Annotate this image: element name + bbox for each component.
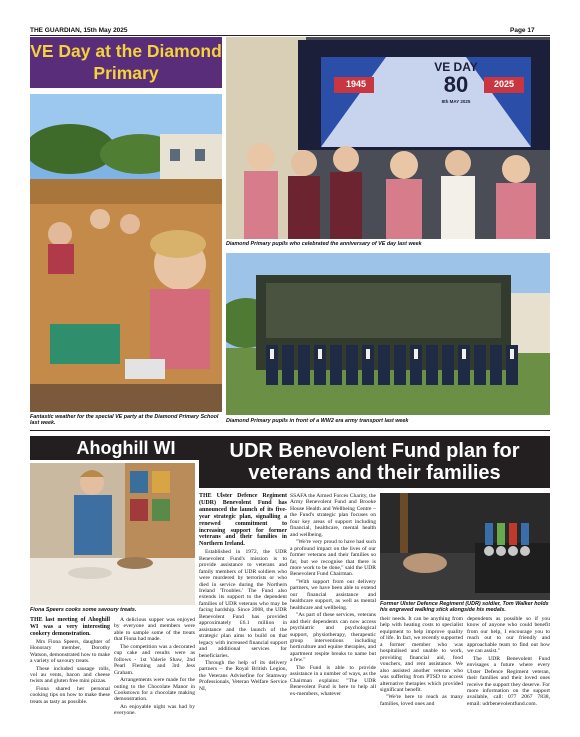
army-truck-caption: Diamond Primary pupils in front of a WW2 era army transport last week (226, 418, 409, 424)
udr-paragraph: "We're here to reach as many families, loved ones and (380, 694, 463, 707)
wi-lead: THE last meeting of Ahoghill WI was a very interesting cookery demonstration. (30, 617, 110, 637)
wi-paragraph: Mrs Fiona Speers, daughter of Honorary member, Dorothy Watson, demonstrated how to make a variety of savoury treats. (30, 638, 110, 665)
udr-lead: THE Ulster Defence Regiment (UDR) Benevolent Fund has announced the launch of its five-year strategic plan, signalling a renewed commitment to increasing support for former veterans and their families in Northern Ireland. (199, 493, 287, 548)
udr-column-3 (380, 616, 463, 708)
army-truck-photo (226, 253, 550, 415)
udr-column-4 (467, 616, 550, 708)
udr-paragraph: Through the help of its delivery partners – the Royal British Legion, the Veterans Advisefine for Stamway Professionals, Veteran Welfare Service NI, (199, 659, 287, 692)
udr-paragraph: The UDR Benevolent Fund envisages a future where every Ulster Defence Regiment veteran, their families and their loved ones receive the support they deserve. For more information on the support available, call: 077 2067 7838, email: udrbenevolentfund.com. (467, 655, 550, 707)
udr-column-1 (199, 493, 287, 693)
ve-screen-number: 80 (443, 72, 469, 97)
cookery-photo (30, 463, 195, 605)
ve-pupils-caption: Diamond Primary pupils who celebrated the anniversary of VE day last week (226, 241, 422, 247)
wi-paragraph: The competition was a decorated cup cake and results were as follows - 1st Valerie Shaw, 2nd Pearl Fleming and 3rd Jess Graham. (114, 643, 195, 676)
wi-paragraph: These included sausage rolls, vol au vents, bacon and cheese twists and gluten free mini pizzas. (30, 665, 110, 685)
header-rule (30, 35, 550, 36)
udr-paragraph: The Fund is able to provide assistance in a number of ways, as the Chairman explains: "The UDR Benevolent Fund is here to help all ex-members, whatever (290, 664, 376, 697)
udr-veteran-photo (380, 493, 550, 600)
udr-paragraph: "As part of these services, veterans and their dependents can now access psychiatric and psychological support, physiotherapy, therapeutic group interventions including horticulture and equine therapies, and apartment respite breaks to name but a few." (290, 612, 376, 664)
ve-pupils-photo (226, 37, 550, 239)
ve-party-photo (30, 94, 222, 412)
ve-screen-right-year: 2025 (493, 79, 515, 89)
ahoghill-wi-headline: Ahoghill WI (30, 436, 222, 460)
udr-column-2 (290, 493, 376, 698)
wi-paragraph: An enjoyable night was had by everyone. (114, 703, 195, 717)
wi-paragraph: Arrangements were made for the outing to the Chocolate Manor in Cookstown for a chocolate making demonstration. (114, 677, 195, 703)
wi-column-1 (30, 617, 110, 706)
udr-paragraph: dependents as possible so if you know of anyone who could benefit from our help, I encourage you to reach out to our friendly and approachable team to find out how we can assist." (467, 616, 550, 655)
ve-screen-date: 8th MAY 2025 (441, 99, 471, 104)
ve-screen-left-year: 1945 (345, 79, 367, 89)
section-rule (30, 430, 550, 431)
udr-paragraph: "We're very proud to have had such a profound impact on the lives of our former veterans and their families so far, but we recognise that there is more work to be done," said the UDR Benevolent Fund Chairman. (290, 539, 376, 578)
ve-day-headline: VE Day at the Diamond Primary (30, 37, 222, 88)
udr-photo-caption: Former Ulster Defence Regiment (UDR) soldier, Tom Walker holds his engraved walking stick alongside his medals. (380, 601, 549, 614)
wi-paragraph: Fiona shared her personal cooking tips on how to make these treats as tasty as possible. (30, 685, 110, 705)
ve-party-caption: Fantastic weather for the special VE party at the Diamond Primary School last week. (30, 414, 219, 427)
page-number: Page 17 (510, 27, 535, 34)
udr-paragraph: their needs. It can be anything from help with heating costs to specialist equipment to help improve quality of life. In fact, we recently supported a former member who was hospitalised and unable to work, providing financial aid, food vouchers, and rent assistance. We also assisted another veteran who was suffering from PTSD to access alternative therapies which provided significant benefit. (380, 616, 463, 693)
udr-paragraph: SSAFA the Armed Forces Charity, the Army Benevolent Fund and Brooke House Health and Wellbeing Centre – the Fund's strategic plan focuses on four key areas of support including financial, healthcare, mental health and wellbeing. (290, 493, 376, 538)
ve-screen-title: VE DAY (434, 60, 478, 74)
wi-column-2 (114, 617, 195, 718)
udr-headline: UDR Benevolent Fund plan for veterans and their families (199, 436, 550, 488)
cookery-caption: Fiona Speers cooks some savoury treats. (30, 607, 137, 613)
wi-paragraph: A delicious supper was enjoyed by everyone and members were able to sample some of the treats that Fiona had made. (114, 617, 195, 643)
newspaper-name: THE GUARDIAN, 15th May 2025 (30, 27, 128, 34)
udr-paragraph: "With support from our delivery partners, we have been able to extend our financial assistance and healthcare support, as well as mental healthcare and wellbeing. (290, 578, 376, 611)
udr-paragraph: Established in 1972, the UDR Benevolent Fund's mission is to provide assistance to veterans and family members of UDR soldiers who were murdered by terrorists or who died in service during the Northern Ireland 'Troubles.' The Fund also extends its support to the dependent families of UDR veterans who may be facing hardship. Since 2008, the UDR Benevolent Fund has provided approximately £6.1 million in assistance and the launch of the strategic plan aims to build on that legacy with increased financial support and additional services for beneficiaries. (199, 549, 287, 659)
